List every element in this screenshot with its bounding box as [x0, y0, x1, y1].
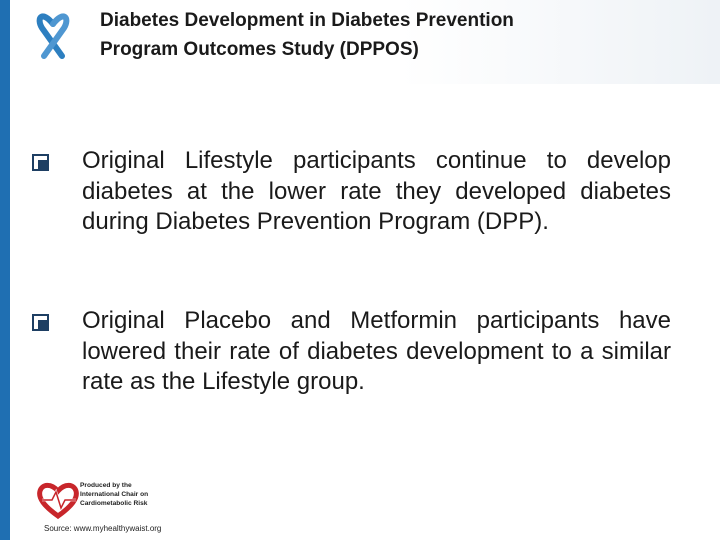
left-accent-bar [0, 0, 10, 540]
produced-by-label: Produced by the [80, 482, 132, 489]
awareness-ribbon-icon [32, 4, 74, 60]
bullet-item [32, 306, 682, 398]
checkbox-bullet-icon [32, 154, 50, 172]
org-name-line-2: Cardiometabolic Risk [80, 500, 148, 507]
checkbox-bullet-icon [32, 314, 50, 332]
bullet-item [32, 146, 682, 238]
title-line-1: Diabetes Development in Diabetes Prevention [100, 10, 514, 31]
producer-text [80, 481, 190, 508]
source-citation: Source: www.myhealthywaist.org [44, 524, 162, 533]
heart-icon [36, 480, 80, 520]
page-title [100, 6, 700, 64]
bullet-text: Original Placebo and Metformin participants have lowered their rate of diabetes development to a similar rate as the Lifestyle group. [82, 307, 671, 395]
producer-logo [36, 480, 186, 520]
title-line-2: Program Outcomes Study (DPPOS) [100, 39, 419, 60]
bullet-text: Original Lifestyle participants continue to develop diabetes at the lower rate they developed diabetes during Diabetes Prevention Program (DPP). [82, 147, 671, 235]
org-name-line-1: International Chair on [80, 491, 149, 498]
